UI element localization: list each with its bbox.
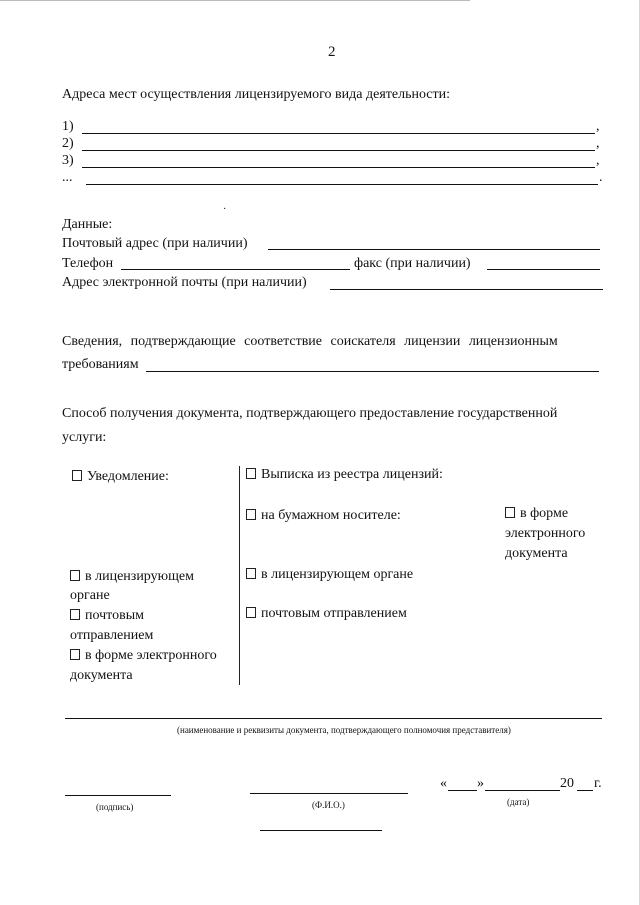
delivery-heading-line1: Способ получения документа, подтверждающего предоставление государственной [62, 406, 558, 421]
right-in-body-checkbox[interactable] [246, 568, 256, 579]
contact-heading: Данные: [62, 217, 113, 232]
notification-checkbox[interactable] [72, 470, 82, 481]
date-day-field[interactable] [448, 790, 477, 791]
address-item-3-field[interactable] [82, 167, 595, 168]
date-month-field[interactable] [485, 790, 560, 791]
fax-field[interactable] [487, 269, 600, 270]
address-item-3-label: 3) [62, 153, 74, 168]
address-item-4-end: . [599, 170, 603, 185]
page-number: 2 [328, 44, 336, 60]
paper-option[interactable] [246, 508, 401, 524]
left-electronic-label-2: документа [70, 668, 133, 683]
bottom-field[interactable] [260, 830, 382, 831]
left-electronic-checkbox[interactable] [70, 649, 80, 660]
representative-document-field[interactable] [65, 718, 602, 719]
phone-label: Телефон [62, 256, 114, 271]
signature-caption: (подпись) [96, 802, 134, 812]
right-electronic-label-2: электронного [505, 526, 586, 541]
email-field[interactable] [330, 289, 603, 290]
left-by-post-option[interactable] [70, 608, 144, 624]
paper-label: на бумажном носителе: [261, 508, 401, 523]
left-electronic-label-1: в форме электронного [85, 648, 217, 663]
email-label: Адрес электронной почты (при наличии) [62, 275, 307, 290]
right-in-body-option[interactable] [246, 567, 413, 583]
signature-field[interactable] [65, 795, 171, 796]
extract-option[interactable] [246, 467, 443, 483]
right-electronic-label-1: в форме [520, 506, 569, 521]
right-in-body-label: в лицензирующем органе [261, 567, 414, 582]
addresses-heading: Адреса мест осуществления лицензируемого вида деятельности: [62, 87, 451, 102]
date-year-field[interactable] [577, 790, 593, 791]
left-in-body-label-1: в лицензирующем [85, 569, 194, 584]
right-electronic-option[interactable] [505, 506, 568, 522]
scan-top-edge [0, 0, 470, 1]
address-item-4-field[interactable] [86, 184, 598, 185]
fio-caption: (Ф.И.О.) [312, 800, 345, 810]
left-by-post-checkbox[interactable] [70, 609, 80, 620]
right-by-post-checkbox[interactable] [246, 607, 256, 618]
delivery-heading-line2: услуги: [62, 430, 107, 445]
column-divider [239, 466, 240, 685]
postal-address-label: Почтовый адрес (при наличии) [62, 236, 248, 251]
address-item-2-label: 2) [62, 136, 74, 151]
left-by-post-label-1: почтовым [85, 608, 144, 623]
right-by-post-label: почтовым отправлением [261, 606, 407, 621]
right-electronic-checkbox[interactable] [505, 507, 515, 518]
address-item-1-field[interactable] [82, 133, 595, 134]
date-year-suffix: г. [594, 776, 602, 791]
address-item-3-end: , [596, 153, 600, 168]
right-by-post-option[interactable] [246, 606, 407, 622]
date-caption: (дата) [507, 797, 530, 807]
notification-option[interactable] [72, 469, 169, 485]
left-in-body-label-2: органе [70, 588, 110, 603]
date-quote-close: » [477, 776, 484, 791]
fax-label: факс (при наличии) [354, 256, 471, 271]
address-item-1-label: 1) [62, 119, 74, 134]
left-by-post-label-2: отправлением [70, 628, 154, 643]
address-item-2-end: , [596, 136, 600, 151]
address-item-4-label: ... [62, 170, 73, 185]
postal-address-field[interactable] [268, 249, 600, 250]
extract-label: Выписка из реестра лицензий: [261, 467, 443, 482]
notification-label: Уведомление: [87, 469, 169, 484]
left-in-body-checkbox[interactable] [70, 570, 80, 581]
extract-checkbox[interactable] [246, 468, 256, 479]
left-in-body-option[interactable] [70, 569, 194, 585]
address-item-2-field[interactable] [82, 150, 595, 151]
address-item-1-end: , [596, 119, 600, 134]
compliance-field[interactable] [146, 371, 599, 372]
fio-field[interactable] [250, 793, 408, 794]
date-quote-open: « [440, 776, 447, 791]
date-year-prefix: 20 [560, 776, 574, 791]
representative-document-caption: (наименование и реквизиты документа, подтверждающего полномочия представителя) [177, 725, 511, 735]
compliance-text-line2: требованиям [62, 357, 139, 372]
left-electronic-option[interactable] [70, 648, 217, 664]
compliance-text-line1: Сведения, подтверждающие соответствие соискателя лицензии лицензионным [62, 334, 558, 349]
right-electronic-label-3: документа [505, 546, 568, 561]
phone-field[interactable] [121, 269, 350, 270]
paper-checkbox[interactable] [246, 509, 256, 520]
stray-dot: · [223, 204, 227, 215]
